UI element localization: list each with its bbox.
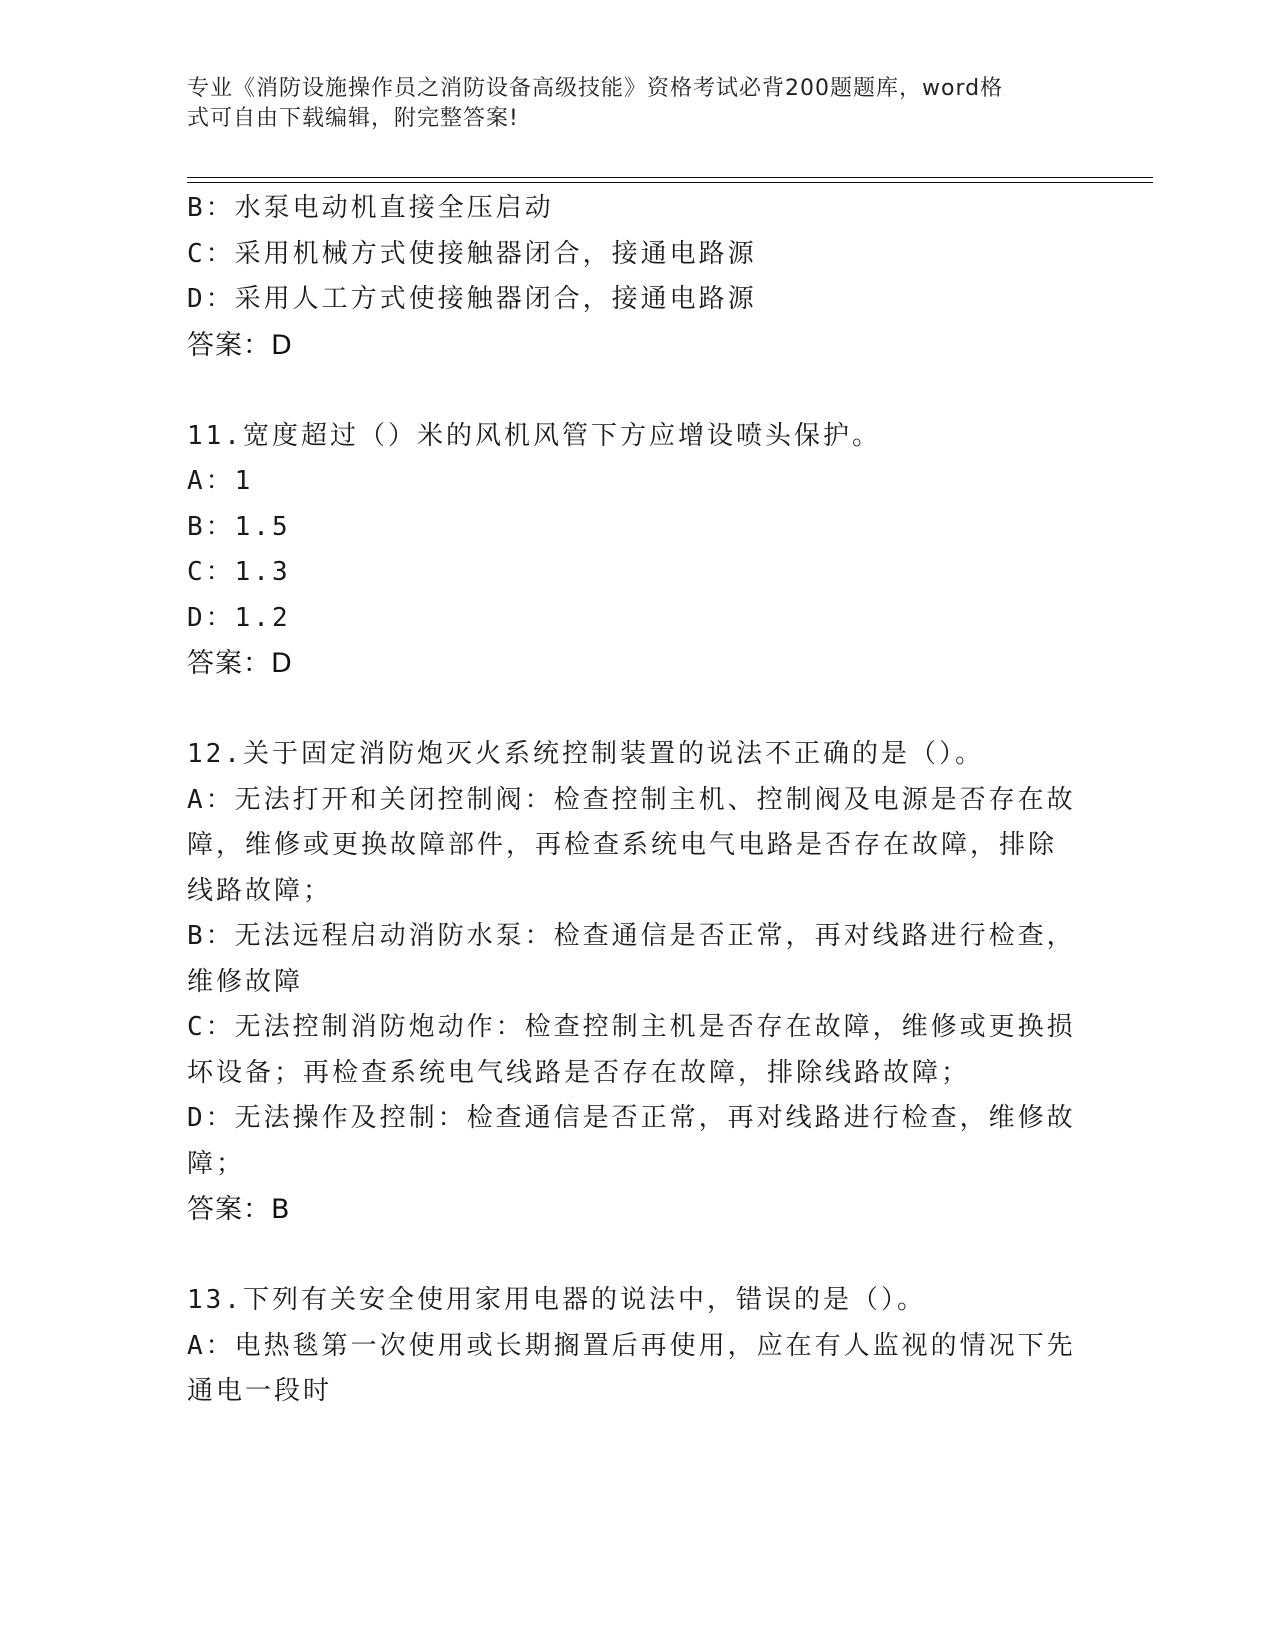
prev-question-block <box>187 186 1087 368</box>
header-line-2: 式可自由下载编辑，附完整答案! <box>187 106 519 131</box>
option-c: C：采用机械方式使接触器闭合，接通电路源 <box>187 238 757 269</box>
option-d-line-1: D：无法操作及控制：检查通信是否正常，再对线路进行检查，维修故 <box>187 1103 1076 1133</box>
answer: 答案：D <box>187 329 293 361</box>
question-content <box>187 186 1087 1415</box>
spacer <box>187 1233 1087 1279</box>
option-b-line-2: 维修故障 <box>187 966 304 997</box>
question-stem: 12.关于固定消防炮灭火系统控制装置的说法不正确的是（）。 <box>187 739 984 769</box>
option-a: A：1 <box>187 466 254 496</box>
option-d: D：采用人工方式使接触器闭合，接通电路源 <box>187 284 757 314</box>
question-11 <box>187 414 1087 687</box>
header-divider-bottom <box>187 182 1153 183</box>
option-c-line-1: C：无法控制消防炮动作：检查控制主机是否存在故障，维修或更换损 <box>187 1012 1076 1042</box>
answer: 答案：B <box>187 1194 291 1225</box>
question-stem: 13.下列有关安全使用家用电器的说法中，错误的是（）。 <box>187 1285 926 1315</box>
question-12 <box>187 732 1087 1233</box>
question-stem: 11.宽度超过（）米的风机风管下方应增设喷头保护。 <box>187 420 881 451</box>
option-a-line-2: 通电一段时 <box>187 1376 333 1406</box>
option-b-line-1: B：无法远程启动消防水泵：检查通信是否正常，再对线路进行检查， <box>187 921 1076 951</box>
question-13 <box>187 1278 1087 1415</box>
answer: 答案：D <box>187 648 293 679</box>
option-b: B：1.5 <box>187 511 291 542</box>
header-line-1: 专业《消防设施操作员之消防设备高级技能》资格考试必背200题题库，word格 <box>187 76 1004 101</box>
option-c-line-2: 坏设备；再检查系统电气线路是否存在故障，排除线路故障； <box>187 1057 971 1088</box>
option-a-line-1: A：电热毯第一次使用或长期搁置后再使用，应在有人监视的情况下先 <box>187 1330 1076 1361</box>
spacer <box>187 368 1087 414</box>
option-b: B：水泵电动机直接全压启动 <box>187 193 554 223</box>
option-a-line-2: 障，维修或更换故障部件，再检查系统电气电路是否存在故障，排除 <box>187 830 1058 860</box>
option-d: D：1.2 <box>187 602 291 633</box>
option-a-line-3: 线路故障； <box>187 875 333 906</box>
option-a-line-1: A：无法打开和关闭控制阀：检查控制主机、控制阀及电源是否存在故 <box>187 784 1076 815</box>
option-c: C：1.3 <box>187 557 291 587</box>
header-divider-top <box>187 177 1153 178</box>
option-d-line-2: 障； <box>187 1148 246 1179</box>
spacer <box>187 687 1087 733</box>
document-header <box>187 74 1067 134</box>
